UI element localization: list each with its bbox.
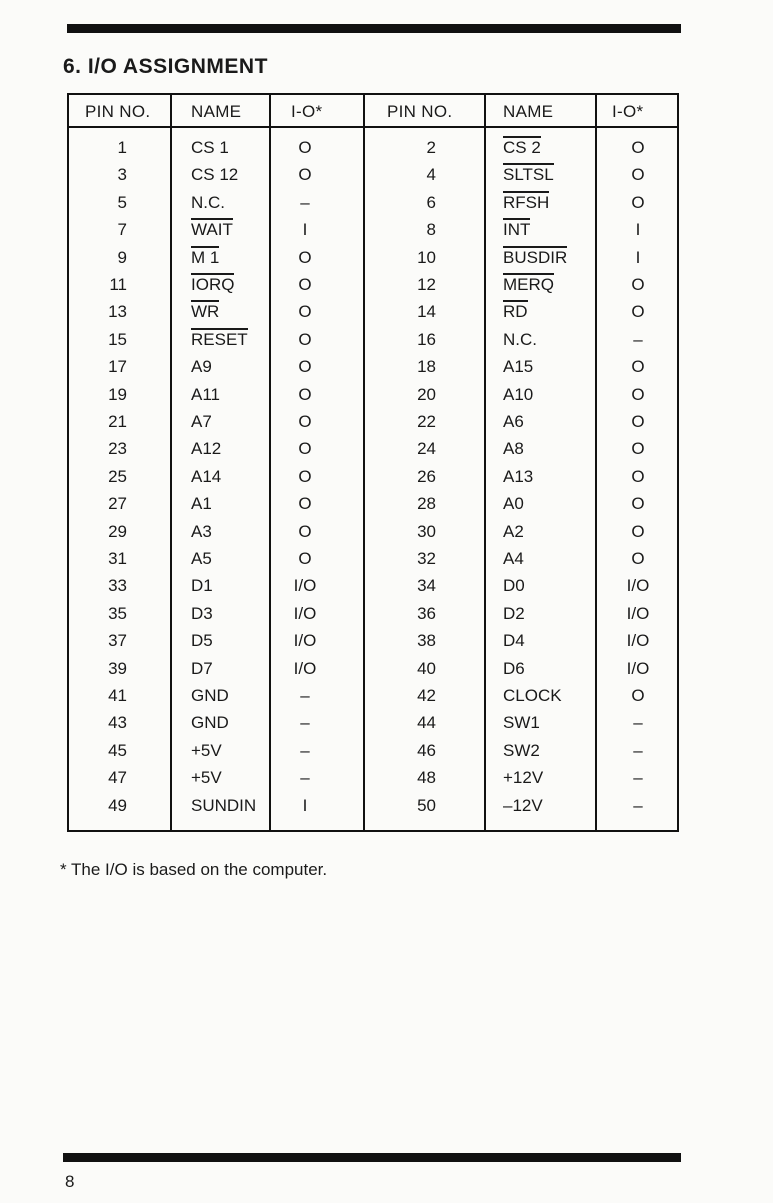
pin-number: 5 xyxy=(117,192,127,212)
pin-number: 13 xyxy=(108,302,127,322)
io-type: O xyxy=(298,549,312,568)
pin-number: 47 xyxy=(108,768,127,788)
pin-number: 19 xyxy=(108,384,127,404)
pin-number: 29 xyxy=(108,521,127,541)
io-type: I xyxy=(302,795,308,815)
signal-name: A7 xyxy=(191,412,212,431)
io-type: I xyxy=(302,220,308,240)
io-type: I/O xyxy=(626,658,650,678)
io-type: I/O xyxy=(626,631,650,651)
footnote: * The I/O is based on the computer. xyxy=(60,860,328,879)
io-type: O xyxy=(631,275,645,294)
signal-name: A13 xyxy=(503,466,534,486)
column-divider xyxy=(269,95,271,830)
io-type: O xyxy=(298,302,312,322)
header-io: I-O* xyxy=(612,102,644,121)
signal-name: RESET xyxy=(191,329,248,349)
io-type: O xyxy=(298,412,312,431)
signal-name: SUNDIN xyxy=(191,795,257,815)
io-type: I/O xyxy=(293,603,317,623)
pin-number: 12 xyxy=(417,275,436,294)
io-type: O xyxy=(631,384,645,404)
pin-number: 18 xyxy=(417,357,436,377)
io-type: O xyxy=(631,192,645,212)
io-type: O xyxy=(631,412,645,431)
signal-name: RD xyxy=(503,302,528,322)
signal-name: D2 xyxy=(503,603,525,623)
pin-number: 44 xyxy=(417,713,436,733)
signal-name: A11 xyxy=(191,384,220,404)
signal-name: +12V xyxy=(503,768,544,788)
signal-name: A2 xyxy=(503,521,524,541)
io-type: – xyxy=(633,740,643,760)
io-type: – xyxy=(633,768,643,788)
io-type: I/O xyxy=(293,631,317,651)
pin-number: 49 xyxy=(108,795,127,815)
signal-name: RFSH xyxy=(503,192,550,212)
io-type: O xyxy=(298,466,312,486)
pin-number: 42 xyxy=(417,686,436,705)
signal-name: A0 xyxy=(503,494,524,514)
signal-name: CS 12 xyxy=(191,165,239,185)
io-type: O xyxy=(298,357,312,377)
signal-name: A4 xyxy=(503,549,524,568)
io-type: O xyxy=(298,138,312,157)
signal-name: MERQ xyxy=(503,275,554,294)
pin-number: 40 xyxy=(417,658,436,678)
io-type: O xyxy=(631,439,645,459)
pin-number: 21 xyxy=(108,412,127,431)
signal-name: A5 xyxy=(191,549,212,568)
pin-number: 24 xyxy=(417,439,436,459)
io-type: O xyxy=(631,302,645,322)
signal-name: A1 xyxy=(191,494,212,514)
signal-name: –12V xyxy=(503,795,543,815)
pin-number: 9 xyxy=(117,247,127,267)
io-type: O xyxy=(631,138,645,157)
signal-name: GND xyxy=(191,713,229,733)
header-divider xyxy=(69,126,677,128)
signal-name: SW2 xyxy=(503,740,540,760)
pin-number: 1 xyxy=(117,138,127,157)
pin-number: 33 xyxy=(108,576,127,596)
pin-number: 10 xyxy=(417,247,436,267)
io-type: O xyxy=(298,247,312,267)
pin-number: 32 xyxy=(417,549,436,568)
io-type: O xyxy=(298,384,312,404)
header-io: I-O* xyxy=(291,102,323,121)
pin-number: 23 xyxy=(108,439,127,459)
signal-name: WR xyxy=(191,302,220,322)
io-type: – xyxy=(633,713,643,733)
io-type: I/O xyxy=(626,603,650,623)
pin-number: 50 xyxy=(417,795,436,815)
io-type: O xyxy=(631,521,645,541)
signal-name: WAIT xyxy=(191,220,233,240)
signal-name: A6 xyxy=(503,412,524,431)
signal-name: A12 xyxy=(191,439,222,459)
signal-name: A3 xyxy=(191,521,212,541)
io-assignment-table xyxy=(67,93,679,832)
io-type: – xyxy=(300,740,310,760)
io-type: I/O xyxy=(293,576,317,596)
signal-name: M 1 xyxy=(191,247,220,267)
signal-name: +5V xyxy=(191,740,222,760)
pin-number: 20 xyxy=(417,384,436,404)
pin-number: 25 xyxy=(108,466,127,486)
pin-number: 38 xyxy=(417,631,436,651)
signal-name: A10 xyxy=(503,384,534,404)
pin-number: 39 xyxy=(108,658,127,678)
pin-number: 17 xyxy=(108,357,127,377)
signal-name: SLTSL xyxy=(503,165,554,185)
column-divider xyxy=(484,95,486,830)
io-type: O xyxy=(298,494,312,514)
signal-name: D0 xyxy=(503,576,525,596)
signal-name: D7 xyxy=(191,658,213,678)
signal-name: +5V xyxy=(191,768,222,788)
io-type: O xyxy=(631,494,645,514)
signal-name: INT xyxy=(503,220,531,240)
signal-name: D4 xyxy=(503,631,525,651)
pin-number: 22 xyxy=(417,412,436,431)
io-type: O xyxy=(298,521,312,541)
signal-name: CLOCK xyxy=(503,686,562,705)
io-type: – xyxy=(300,192,310,212)
signal-name: N.C. xyxy=(191,192,225,212)
signal-name: D1 xyxy=(191,576,213,596)
pin-number: 31 xyxy=(108,549,127,568)
signal-name: BUSDIR xyxy=(503,247,568,267)
io-type: O xyxy=(631,686,645,705)
signal-name: GND xyxy=(191,686,229,705)
io-type: – xyxy=(300,768,310,788)
pin-number: 27 xyxy=(108,494,127,514)
pin-number: 28 xyxy=(417,494,436,514)
top-rule xyxy=(67,24,681,33)
header-pin-no: PIN NO. xyxy=(387,102,453,121)
pin-number: 7 xyxy=(117,220,127,240)
column-divider xyxy=(363,95,365,830)
pin-number: 34 xyxy=(417,576,436,596)
header-name: NAME xyxy=(191,102,242,121)
signal-name: CS 2 xyxy=(503,138,541,157)
column-divider xyxy=(595,95,597,830)
section-title: 6. I/O ASSIGNMENT xyxy=(63,55,268,78)
signal-name: A14 xyxy=(191,466,222,486)
io-type: I xyxy=(635,247,641,267)
io-type: O xyxy=(298,165,312,185)
io-type: – xyxy=(300,713,310,733)
signal-name: A9 xyxy=(191,357,212,377)
io-type: O xyxy=(631,165,645,185)
io-type: – xyxy=(633,795,643,815)
pin-number: 41 xyxy=(108,686,127,705)
bottom-rule xyxy=(63,1153,681,1162)
signal-name: IORQ xyxy=(191,275,235,294)
pin-number: 43 xyxy=(108,713,127,733)
io-type: I/O xyxy=(293,658,317,678)
io-type: O xyxy=(298,329,312,349)
pin-number: 26 xyxy=(417,466,436,486)
io-type: O xyxy=(298,439,312,459)
io-type: I/O xyxy=(626,576,650,596)
signal-name: SW1 xyxy=(503,713,540,733)
signal-name: A8 xyxy=(503,439,524,459)
io-type: O xyxy=(298,275,312,294)
io-type: – xyxy=(300,686,310,705)
pin-number: 16 xyxy=(417,329,436,349)
io-type: O xyxy=(631,466,645,486)
pin-number: 45 xyxy=(108,740,127,760)
pin-number: 11 xyxy=(109,275,127,294)
signal-name: A15 xyxy=(503,357,534,377)
signal-name: D6 xyxy=(503,658,525,678)
pin-number: 30 xyxy=(417,521,436,541)
io-type: I xyxy=(635,220,641,240)
pin-number: 4 xyxy=(426,165,436,185)
page-number: 8 xyxy=(65,1172,75,1191)
pin-number: 8 xyxy=(426,220,436,240)
pin-number: 35 xyxy=(108,603,127,623)
io-type: O xyxy=(631,549,645,568)
signal-name: N.C. xyxy=(503,329,537,349)
pin-number: 2 xyxy=(426,138,436,157)
pin-number: 36 xyxy=(417,603,436,623)
signal-name: CS 1 xyxy=(191,138,229,157)
io-type: O xyxy=(631,357,645,377)
io-type: – xyxy=(633,329,643,349)
pin-number: 15 xyxy=(108,329,127,349)
pin-number: 6 xyxy=(426,192,436,212)
header-pin-no: PIN NO. xyxy=(85,102,151,121)
pin-number: 37 xyxy=(108,631,127,651)
signal-name: D3 xyxy=(191,603,213,623)
pin-number: 46 xyxy=(417,740,436,760)
pin-number: 3 xyxy=(117,165,127,185)
pin-number: 48 xyxy=(417,768,436,788)
header-name: NAME xyxy=(503,102,554,121)
column-divider xyxy=(170,95,172,830)
signal-name: D5 xyxy=(191,631,213,651)
pin-number: 14 xyxy=(417,302,436,322)
